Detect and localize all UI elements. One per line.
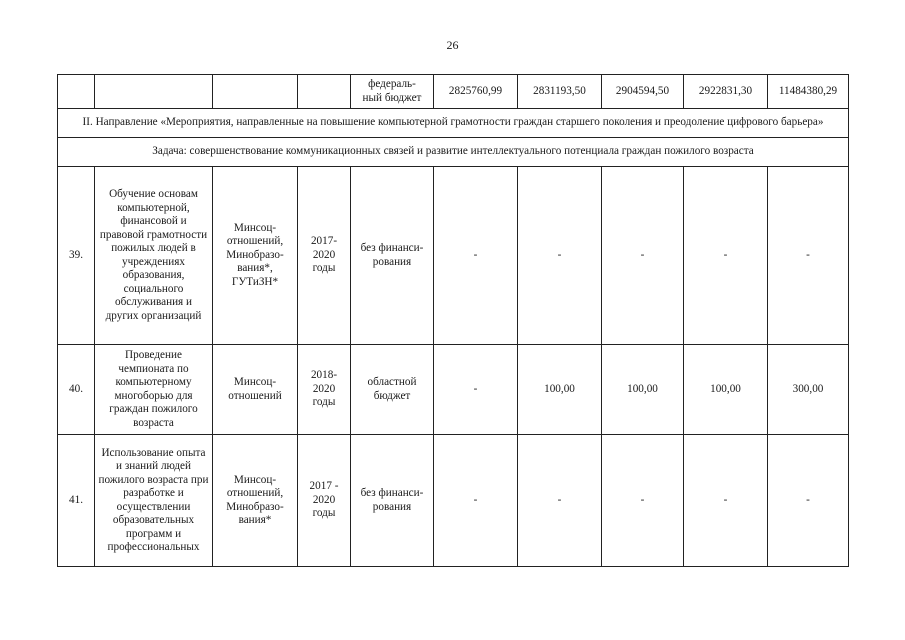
- cell-value-2020: 2922831,30: [684, 75, 768, 109]
- funding-source: областной бюджет: [351, 345, 434, 435]
- cell-name: [95, 75, 213, 109]
- value-2020: -: [684, 167, 768, 345]
- activity-name: Использование опыта и знаний людей пожилого возраста при разработке и осуществлении образовательных программ и профессиональных: [95, 435, 213, 567]
- activity-name: Обучение основам компьютерной, финансовой и правовой грамотности пожилых людей в учреждениях образования, социального обслуживания и других организаций: [95, 167, 213, 345]
- value-2018: -: [518, 435, 602, 567]
- period: 2017-2020 годы: [298, 167, 351, 345]
- value-2018: -: [518, 167, 602, 345]
- table-row-federal-budget: [58, 75, 849, 109]
- task-heading: Задача: совершенствование коммуникационных связей и развитие интеллектуального потенциала граждан пожилого возраста: [58, 138, 849, 167]
- value-2017: -: [434, 167, 518, 345]
- task-heading-row: [58, 138, 849, 167]
- table-row: [58, 345, 849, 435]
- direction-heading: II. Направление «Мероприятия, направленные на повышение компьютерной грамотности граждан старшего поколения и преодоление цифрового барьера»: [58, 109, 849, 138]
- cell-executor: [213, 75, 298, 109]
- direction-heading-row: [58, 109, 849, 138]
- period: 2018-2020 годы: [298, 345, 351, 435]
- value-2017: -: [434, 345, 518, 435]
- row-number: 39.: [58, 167, 95, 345]
- row-number: 41.: [58, 435, 95, 567]
- value-2018: 100,00: [518, 345, 602, 435]
- executor: Минсоц-отношений, Минобразо-вания*: [213, 435, 298, 567]
- value-total: -: [768, 435, 849, 567]
- program-table: [57, 74, 849, 567]
- value-2020: 100,00: [684, 345, 768, 435]
- table-row: [58, 167, 849, 345]
- value-total: -: [768, 167, 849, 345]
- executor: Минсоц-отношений, Минобразо-вания*, ГУТиЗН*: [213, 167, 298, 345]
- value-2019: -: [602, 435, 684, 567]
- executor: Минсоц-отношений: [213, 345, 298, 435]
- cell-value-2019: 2904594,50: [602, 75, 684, 109]
- cell-source: федераль- ный бюджет: [351, 75, 434, 109]
- cell-value-2018: 2831193,50: [518, 75, 602, 109]
- row-number: 40.: [58, 345, 95, 435]
- cell-period: [298, 75, 351, 109]
- cell-value-2017: 2825760,99: [434, 75, 518, 109]
- value-total: 300,00: [768, 345, 849, 435]
- funding-source: без финанси-рования: [351, 167, 434, 345]
- page-number: 26: [446, 38, 459, 52]
- value-2017: -: [434, 435, 518, 567]
- value-2020: -: [684, 435, 768, 567]
- activity-name: Проведение чемпионата по компьютерному многоборью для граждан пожилого возраста: [95, 345, 213, 435]
- cell-num: [58, 75, 95, 109]
- cell-value-total: 11484380,29: [768, 75, 849, 109]
- period: 2017 - 2020 годы: [298, 435, 351, 567]
- value-2019: 100,00: [602, 345, 684, 435]
- table-row: [58, 435, 849, 567]
- funding-source: без финанси-рования: [351, 435, 434, 567]
- value-2019: -: [602, 167, 684, 345]
